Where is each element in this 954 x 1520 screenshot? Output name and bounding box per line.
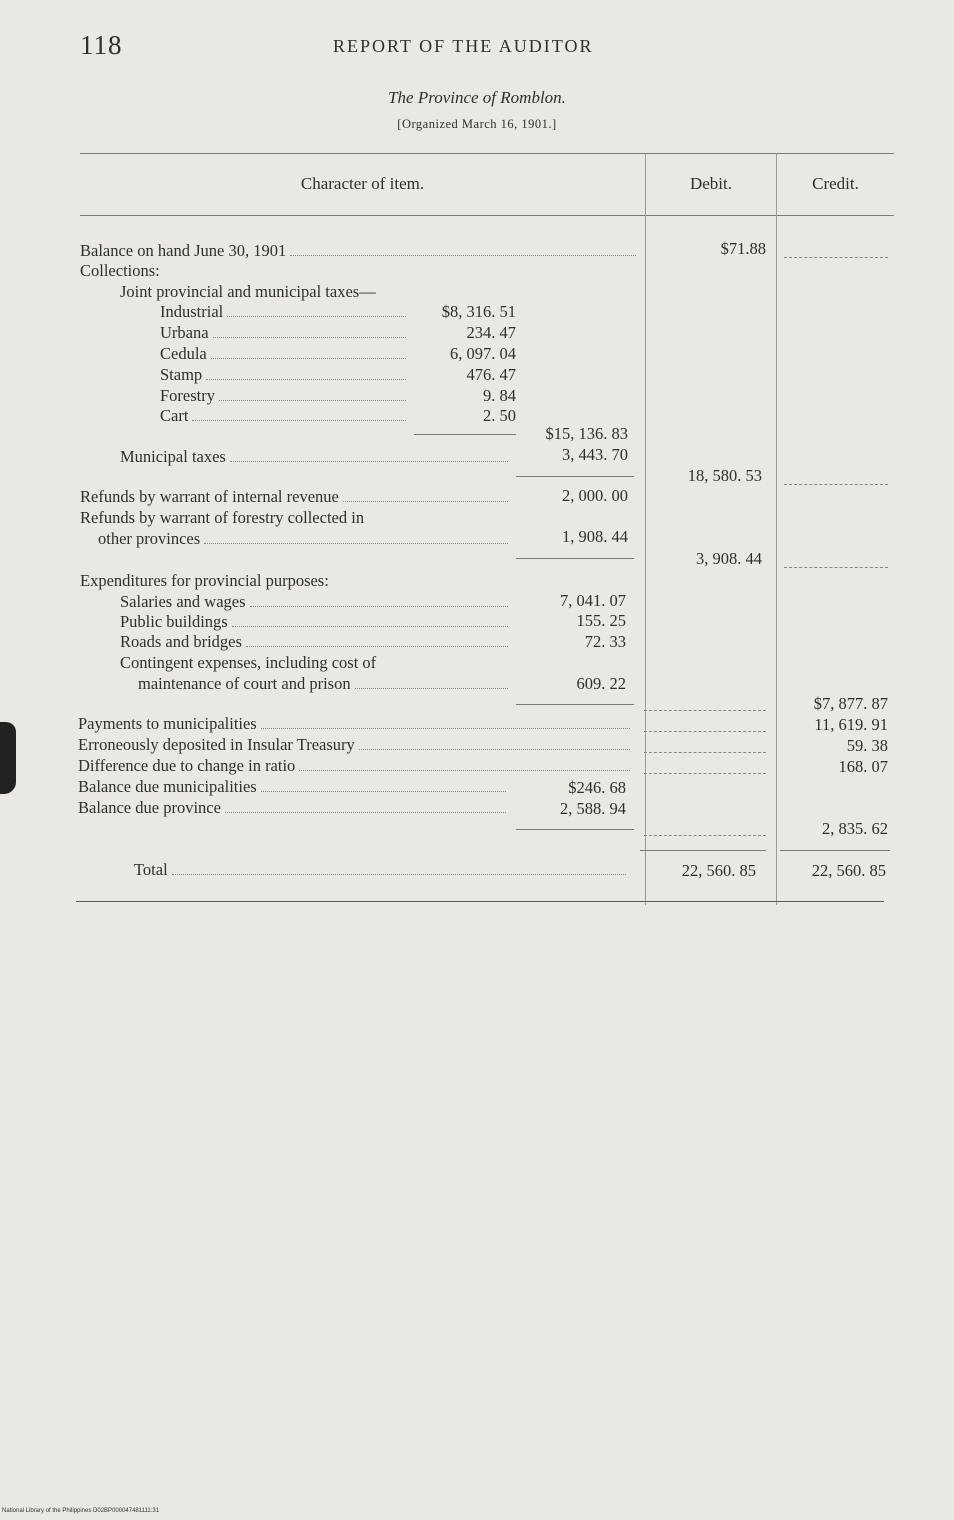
joint-tax-urbana-value: 234. 47: [466, 323, 516, 342]
collections-label: Collections:: [80, 261, 160, 280]
page-number: 118: [80, 30, 123, 60]
scan-footer-note: National Library of the Philippines D02BP000047481111:31: [2, 1508, 160, 1514]
public-buildings-label: Public buildings: [120, 612, 512, 632]
salaries-label: Salaries and wages: [120, 592, 512, 612]
total-debit-rule: [640, 850, 766, 851]
difference-ratio-credit: 168. 07: [838, 757, 888, 776]
column-header-credit: Credit.: [812, 174, 859, 193]
header-bottom-rule: [80, 215, 894, 216]
joint-taxes-label: Joint provincial and municipal taxes—: [120, 282, 376, 301]
payments-municipalities-credit: 11, 619. 91: [814, 715, 888, 734]
province-subtitle: The Province of Romblon.: [388, 88, 566, 107]
refunds-debit: 3, 908. 44: [696, 549, 762, 568]
balance-due-province-label: Balance due province: [78, 798, 510, 818]
total-label: Total: [134, 860, 630, 880]
joint-tax-subtotal: $15, 136. 83: [545, 424, 628, 443]
joint-tax-stamp-value: 476. 47: [466, 365, 516, 384]
joint-tax-industrial-label: Industrial: [160, 302, 410, 322]
difference-ratio-label: Difference due to change in ratio: [78, 756, 634, 776]
joint-tax-sum-rule: [414, 434, 516, 435]
salaries-value: 7, 041. 07: [560, 591, 626, 610]
public-buildings-value: 155. 25: [576, 611, 626, 630]
refunds-internal-value: 2, 000. 00: [562, 486, 628, 505]
joint-tax-forestry-value: 9. 84: [483, 386, 516, 405]
total-debit: 22, 560. 85: [681, 861, 756, 880]
joint-tax-forestry-label: Forestry: [160, 386, 410, 406]
erroneously-deposited-label: Erroneously deposited in Insular Treasury: [78, 735, 634, 755]
expenditures-label: Expenditures for provincial purposes:: [80, 571, 329, 590]
refunds-forestry-value: 1, 908. 44: [562, 527, 628, 546]
debit-blank: [644, 731, 766, 732]
joint-tax-stamp-label: Stamp: [160, 365, 410, 385]
total-credit-rule: [780, 850, 890, 851]
roads-bridges-label: Roads and bridges: [120, 632, 512, 652]
joint-tax-cart-label: Cart: [160, 406, 410, 426]
balances-sum-rule: [516, 829, 634, 830]
municipal-taxes-value: 3, 443. 70: [562, 445, 628, 464]
debit-blank: [644, 752, 766, 753]
municipal-taxes-label: Municipal taxes: [120, 447, 512, 467]
debit-column-divider: [645, 153, 646, 905]
running-title: REPORT OF THE AUDITOR: [333, 36, 594, 56]
credit-blank: [784, 257, 888, 258]
table-top-rule: [80, 153, 894, 154]
collections-debit: 18, 580. 53: [687, 466, 762, 485]
contingent-value: 609. 22: [576, 674, 626, 693]
joint-tax-cedula-label: Cedula: [160, 344, 410, 364]
joint-tax-cart-value: 2. 50: [483, 406, 516, 425]
roads-bridges-value: 72. 33: [584, 632, 626, 651]
erroneously-deposited-credit: 59. 38: [846, 736, 888, 755]
credit-column-divider: [776, 153, 777, 905]
expenditures-credit: $7, 877. 87: [813, 694, 888, 713]
joint-tax-industrial-value: $8, 316. 51: [441, 302, 516, 321]
balance-on-hand-label: Balance on hand June 30, 1901: [80, 241, 640, 261]
debit-blank: [644, 773, 766, 774]
credit-blank: [784, 484, 888, 485]
collections-sum-rule: [516, 476, 634, 477]
organized-note: [Organized March 16, 1901.]: [397, 117, 557, 131]
total-credit: 22, 560. 85: [811, 861, 886, 880]
scan-edge-blot: [0, 722, 16, 794]
column-header-debit: Debit.: [689, 174, 733, 193]
balance-due-municipalities-value: $246. 68: [568, 778, 626, 797]
balance-due-municipalities-label: Balance due municipalities: [78, 777, 510, 797]
credit-blank: [784, 567, 888, 568]
debit-blank: [644, 710, 766, 711]
refunds-internal-label: Refunds by warrant of internal revenue: [80, 487, 512, 507]
column-header-item: Character of item.: [300, 174, 425, 193]
balance-due-province-value: 2, 588. 94: [560, 799, 626, 818]
refunds-sum-rule: [516, 558, 634, 559]
payments-municipalities-label: Payments to municipalities: [78, 714, 634, 734]
balances-credit: 2, 835. 62: [822, 819, 888, 838]
debit-blank: [644, 835, 766, 836]
joint-tax-cedula-value: 6, 097. 04: [450, 344, 516, 363]
contingent-label-line1: Contingent expenses, including cost of: [120, 653, 377, 672]
refunds-forestry-label-line2: other provinces: [98, 529, 512, 549]
joint-tax-urbana-label: Urbana: [160, 323, 410, 343]
contingent-label-line2: maintenance of court and prison: [138, 674, 512, 694]
balance-on-hand-debit: $71.88: [720, 239, 766, 258]
table-bottom-rule: [76, 901, 884, 902]
refunds-forestry-label-line1: Refunds by warrant of forestry collected in: [80, 508, 365, 527]
expenditures-sum-rule: [516, 704, 634, 705]
